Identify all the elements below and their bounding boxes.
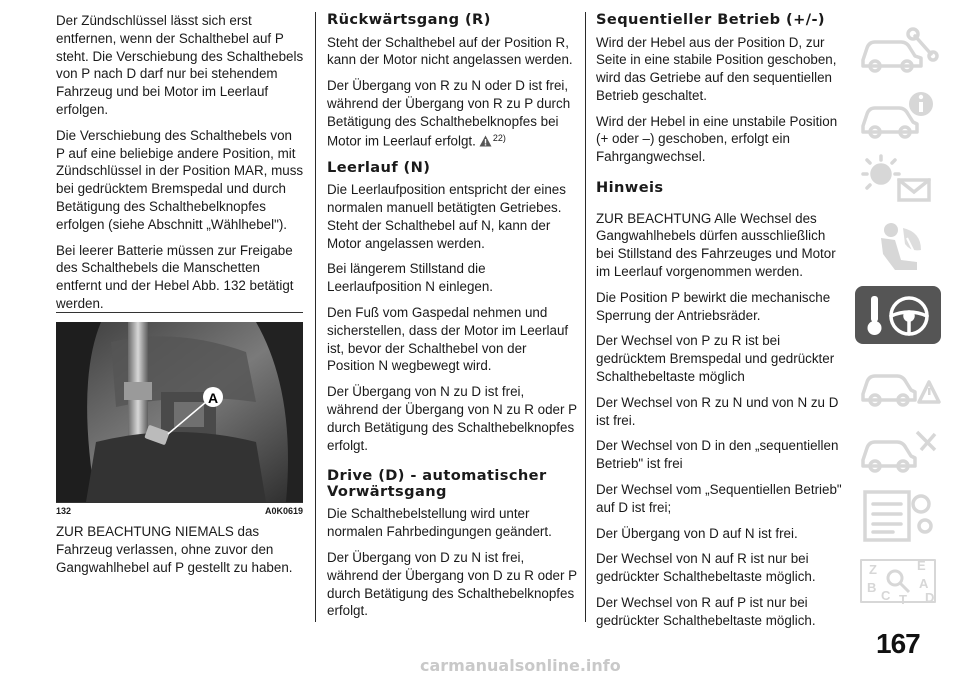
paragraph: Der Wechsel von D in den „sequentiellen Betrieb" ist frei [596, 438, 839, 472]
text-column-1 [56, 12, 304, 321]
warning-note: ZUR BEACHTUNG Alle Wechsel des Gangwahlhebels dürfen ausschließlich bei Stillstand des Fahrzeuges und Motor im Leerlauf vorgenommen werden. [596, 210, 836, 279]
warning-note: ZUR BEACHTUNG NIEMALS das Fahrzeug verlassen, ohne zuvor den Gangwahlhebel auf P gestellt zu haben. [56, 524, 293, 575]
warning-triangle-icon [479, 135, 492, 147]
paragraph: Bei längerem Stillstand die Leerlaufposition N einlegen. [327, 261, 494, 295]
chapter-tab-instruments[interactable] [855, 84, 941, 142]
paragraph: Den Fuß vom Gaspedal nehmen und sicherstellen, dass der Motor im Leerlauf ist, bevor der Schalthebel von der Position N wegbewegt wird. [327, 305, 569, 374]
paragraph: Der Zündschlüssel lässt sich erst entfernen, wenn der Schalthebel auf P steht. Die Verschiebung des Schalthebels von P nach D darf nur bei stehendem Fahrzeug und bei Motor im Leerlauf erfolgen. [56, 13, 304, 117]
car-info-icon [855, 84, 941, 142]
footnote-number: 22) [492, 133, 506, 144]
index-letter: E [917, 558, 926, 573]
paragraph: Die Leerlaufposition entspricht der eines normalen manuell betätigten Getriebes. Steht der Schalthebel auf N, kann der Motor angelassen werden. [327, 182, 566, 251]
paragraph: Die Verschiebung des Schalthebels von P auf eine beliebige andere Position, mit Zündschlüssel in der Position MAR, muss bei gedrücktem Bremspedal und durch Betätigung des Schalthebelknopfes erfolgen (siehe Abschnitt „Wählhebel"). [56, 127, 304, 232]
paragraph: Steht der Schalthebel auf der Position R, kann der Motor nicht angelassen werden. [327, 34, 573, 68]
chapter-tab-index[interactable] [855, 552, 941, 610]
figure-bottom-rule [56, 502, 303, 503]
figure-132 [56, 312, 303, 516]
car-service-icon [855, 420, 941, 478]
section-heading: Drive (D) - automatischer Vorwärtsgang [327, 467, 547, 500]
key-steering-wheel-icon [855, 286, 941, 344]
section-heading: Leerlauf (N) [327, 158, 431, 176]
airbag-seat-icon [855, 218, 941, 276]
specs-list-icon [855, 486, 941, 544]
index-letter: C [881, 588, 891, 603]
index-letter: D [925, 590, 935, 605]
figure-callout-label: A [207, 390, 219, 406]
column-divider [585, 12, 586, 622]
paragraph: Der Wechsel von R auf P ist nur bei gedrückter Schalthebeltaste möglich. [596, 594, 816, 628]
gear-lever-release-photo [56, 322, 303, 502]
paragraph: Der Wechsel vom „Sequentiellen Betrieb" auf D ist frei; [596, 481, 842, 515]
index-letter: Z [869, 562, 877, 577]
chapter-tab-emergency[interactable] [855, 354, 941, 412]
paragraph: Wird der Hebel in eine unstabile Position (+ oder –) geschoben, erfolgt ein Fahrgangwechsel. [596, 113, 838, 165]
watermark: carmanualsonline.info [420, 656, 621, 675]
page-number: 167 [876, 628, 920, 659]
warning-light-envelope-icon [855, 150, 941, 208]
index-letter: A [919, 576, 929, 591]
figure-code: A0K0619 [264, 506, 303, 516]
text-column-3 [596, 12, 846, 638]
alphabet-index-icon [855, 552, 941, 610]
index-letter: T [899, 592, 907, 607]
paragraph: Der Übergang von D zu N ist frei, während der Übergang von D zu R oder P durch Betätigung des Schalthebelknopfes erfolgt. [327, 550, 577, 619]
paragraph: Die Position P bewirkt die mechanische Sperrung der Antriebsräder. [596, 289, 831, 323]
paragraph: Wird der Hebel aus der Position D, zur Seite in eine stabile Position geschoben, wird das Getriebe auf den sequentiellen Betrieb geschaltet. [596, 34, 837, 103]
paragraph: Der Übergang von R zu N oder D ist frei, während der Übergang von R zu P durch Betätigung des Schalthebelknopfes bei Motor im Leerlauf erfolgt. $^{22)}$ [327, 77, 577, 152]
chapter-tab-safety[interactable] [855, 218, 941, 276]
figure-number: 132 [56, 506, 72, 516]
warning-reference[interactable] [479, 130, 506, 151]
paragraph: Der Wechsel von P zu R ist bei gedrücktem Bremspedal und gedrückter Schalthebeltaste möglich [596, 333, 835, 384]
chapter-tab-maintenance[interactable] [855, 420, 941, 478]
paragraph: Der Übergang von N zu D ist frei, während der Übergang von N zu R oder P durch Betätigung des Schalthebelknopfes erfolgt. [327, 384, 577, 453]
paragraph: Die Schalthebelstellung wird unter normalen Fahrbedingungen geändert. [327, 506, 552, 540]
chapter-tab-starting-driving[interactable] [855, 286, 941, 344]
chapter-tab-warning-lights[interactable] [855, 150, 941, 208]
index-letter: B [867, 580, 877, 595]
paragraph: Der Übergang von D auf N ist frei. [596, 525, 798, 541]
chapter-tab-technical-data[interactable] [855, 486, 941, 544]
section-heading: Sequentieller Betrieb (+/-) [596, 11, 825, 28]
car-wrench-icon [855, 22, 941, 80]
text-column-2 [327, 12, 577, 628]
paragraph: Bei leerer Batterie müssen zur Freigabe des Schalthebels die Manschetten entfernt und der Hebel Abb. 132 betätigt werden. [56, 242, 294, 311]
paragraph: Der Wechsel von R zu N und von N zu D ist frei. [596, 394, 839, 428]
paragraph: Der Wechsel von N auf R ist nur bei gedrückter Schalthebeltaste möglich. [596, 551, 816, 585]
figure-top-rule [56, 312, 303, 313]
section-heading: Hinweis [596, 179, 664, 197]
column-divider [315, 12, 316, 622]
car-breakdown-icon [855, 354, 941, 412]
chapter-tab-knowing-car[interactable] [855, 22, 941, 80]
section-heading: Rückwärtsgang (R) [327, 11, 491, 28]
